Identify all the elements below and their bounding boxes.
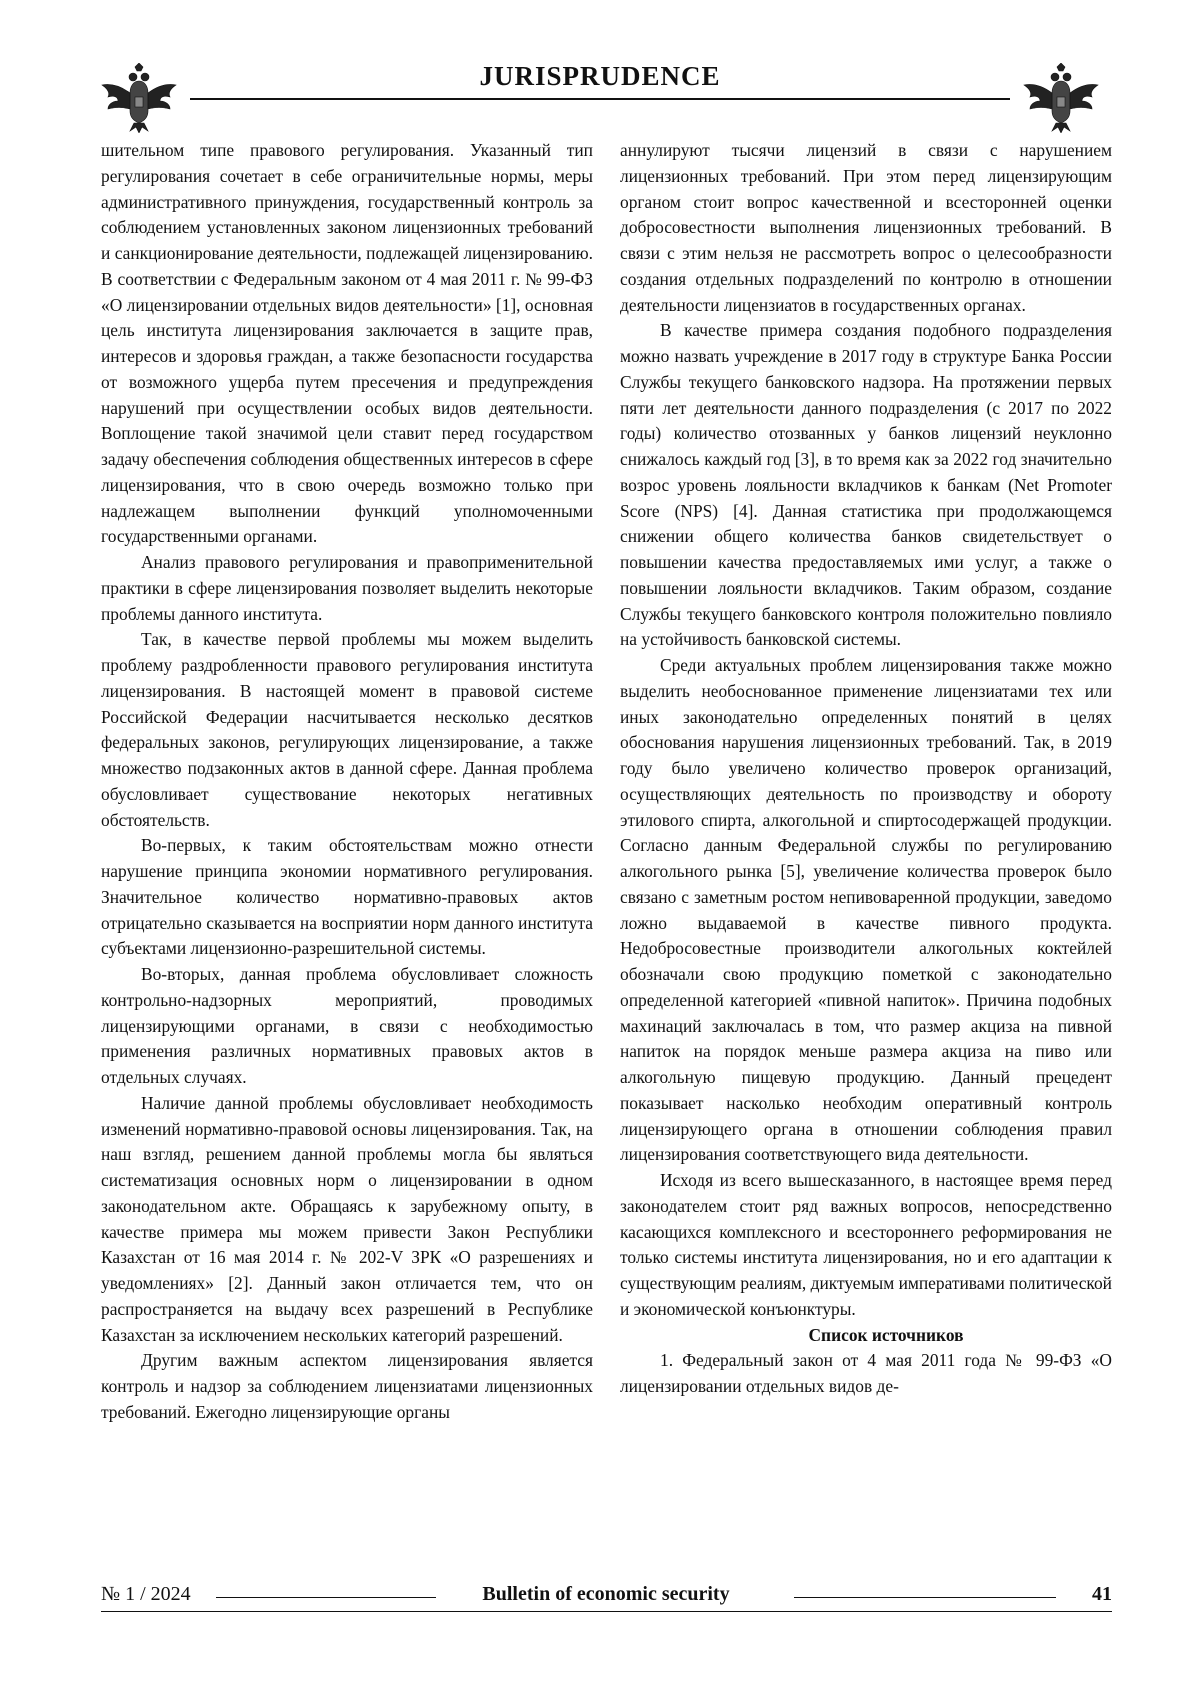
footer-baseline-rule	[101, 1611, 1112, 1612]
footer-rule	[216, 1597, 436, 1598]
left-text-column	[101, 138, 593, 1426]
paragraph: Так, в качестве первой проблемы мы можем выделить проблему раздробленности правового регулирования института лицензирования. В настоящей момент в правовой системе Российской Федерации насчитывается несколько десятков федеральных законов, регулирующих лицензирование, а также множество подзаконных актов в данной сфере. Данная проблема обусловливает существование некоторых негативных обстоятельств.	[101, 629, 593, 830]
paragraph: Среди актуальных проблем лицензирования также можно выделить необоснованное применение лицензиатами тех или иных законодательно определенных понятий в целях обоснования нарушения лицензионных требований. Так, в 2019 году было увеличено количество проверок организаций, осуществляющих деятельность по производству и обороту этилового спирта, алкогольной и спиртосодержащей продукции. Согласно данным Федеральной службы по регулированию алкогольного рынка [5], увеличение количества проверок было связано с заметным ростом непивоваренной продукции, заведомо ложно выдаваемой в качестве пивного продукта. Недобросовестные производители алкогольных коктейлей обозначали свою продукцию пометкой с законодательно определенной категорией «пивной напиток». Причина подобных махинаций заключалась в том, что размер акциза на пивной напиток на порядок меньше размера акциза на пиво или алкогольную пищевую продукцию. Данный прецедент показывает насколько необходим оперативный контроль лицензирующего органа в отношении соблюдения правил лицензирования соответствующего вида деятельности.	[620, 655, 1112, 1165]
paragraph: Во-вторых, данная проблема обусловливает сложность контрольно-надзорных мероприятий, проводимых лицензирующими органами, в связи с необходимостью применения различных нормативных правовых актов в отдельных случаях.	[101, 964, 593, 1087]
paragraph: В качестве примера создания подобного подразделения можно назвать учреждение в 2017 году в структуре Банка России Службы текущего банковского надзора. На протяжении первых пяти лет деятельности данного подразделения (с 2017 по 2022 годы) количество отозванных у банков лицензий неуклонно снижалось каждый год [3], в то время как за 2022 год значительно возрос уровень лояльности вкладчиков к банкам (Net Promoter Score (NPS) [4]. Данная статистика при продолжающемся снижении общего количества банков свидетельствует о повышении качества предоставляемых ими услуг, а также о повышении лояльности вкладчиков. Таким образом, создание Службы текущего банковского контроля положительно повлияло на устойчивость банковской системы.	[620, 320, 1112, 650]
double-headed-eagle-emblem-icon	[1022, 63, 1100, 133]
header-rule	[190, 98, 1010, 100]
page-section-title: JURISPRUDENCE	[479, 61, 721, 91]
paragraph: Наличие данной проблемы обусловливает необходимость изменений нормативно-правовой основы лицензирования. Так, на наш взгляд, решением данной проблемы могла бы являться систематизация основных норм о лицензировании в одном законодательном акте. Обращаясь к зарубежному опыту, в качестве примера мы можем привести Закон Республики Казахстан от 16 мая 2014 г. № 202-V ЗРК «О разрешениях и уведомлениях» [2]. Данный закон отличается тем, что он распространяется на выдачу всех разрешений в Республике Казахстан за исключением нескольких категорий разрешений.	[101, 1092, 593, 1345]
paragraph: Другим важным аспектом лицензирования является контроль и надзор за соблюдением лицензиатами лицензионных требований. Ежегодно лицензирующие органы	[101, 1350, 593, 1422]
right-text-column	[620, 138, 1112, 1400]
paragraph: Анализ правового регулирования и правоприменительной практики в сфере лицензирования позволяет выделить некоторые проблемы данного института.	[101, 552, 593, 624]
page-header	[100, 55, 1100, 145]
page-number: 41	[1092, 1583, 1112, 1605]
issue-number: № 1 / 2024	[101, 1583, 191, 1605]
reference-item: 1. Федеральный закон от 4 мая 2011 года № 99-ФЗ «О лицензировании отдельных видов де-	[620, 1350, 1112, 1396]
paragraph: Во-первых, к таким обстоятельствам можно отнести нарушение принципа экономии нормативного регулирования. Значительное количество нормативно-правовых актов отрицательно сказывается на восприятии норм данного института субъектами лицензионно-разрешительной системы.	[101, 835, 593, 959]
footer-rule	[794, 1597, 1056, 1598]
page-footer	[101, 1583, 1112, 1613]
paragraph: Исходя из всего вышесказанного, в настоящее время перед законодателем стоит ряд важных вопросов, непосредственно касающихся комплексного и всестороннего реформирования не только системы института лицензирования, но и его адаптации к существующим реалиям, диктуемым императивами политической и экономической конъюнктуры.	[620, 1170, 1112, 1319]
journal-title: Bulletin of economic security	[482, 1583, 730, 1605]
paragraph: аннулируют тысячи лицензий в связи с нарушением лицензионных требований. При этом перед лицензирующим органом стоит вопрос качественной и всесторонней оценки добросовестности выполнения лицензионных требований. В связи с этим нельзя не рассмотреть вопрос о целесообразности создания отдельных подразделений по контролю в отношении деятельности лицензиатов в государственных органах.	[620, 140, 1112, 315]
paragraph: шительном типе правового регулирования. Указанный тип регулирования сочетает в себе ограничительные нормы, меры административного принуждения, государственный контроль за соблюдением установленных законом лицензионных требований и санкционирование деятельности, подлежащей лицензированию. В соответствии с Федеральным законом от 4 мая 2011 г. № 99-ФЗ «О лицензировании отдельных видов деятельности» [1], основная цель института лицензирования заключается в защите прав, интересов и здоровья граждан, а также безопасности государства от возможного ущерба путем пресечения и предупреждения нарушений при осуществлении особых видов деятельности. Воплощение такой значимой цели ставит перед государством задачу обеспечения соблюдения общественных интересов в сфере лицензирования, что в свою очередь возможно только при надлежащем выполнении функций уполномоченными государственными органами.	[101, 140, 593, 547]
references-heading: Список источников	[808, 1324, 964, 1345]
